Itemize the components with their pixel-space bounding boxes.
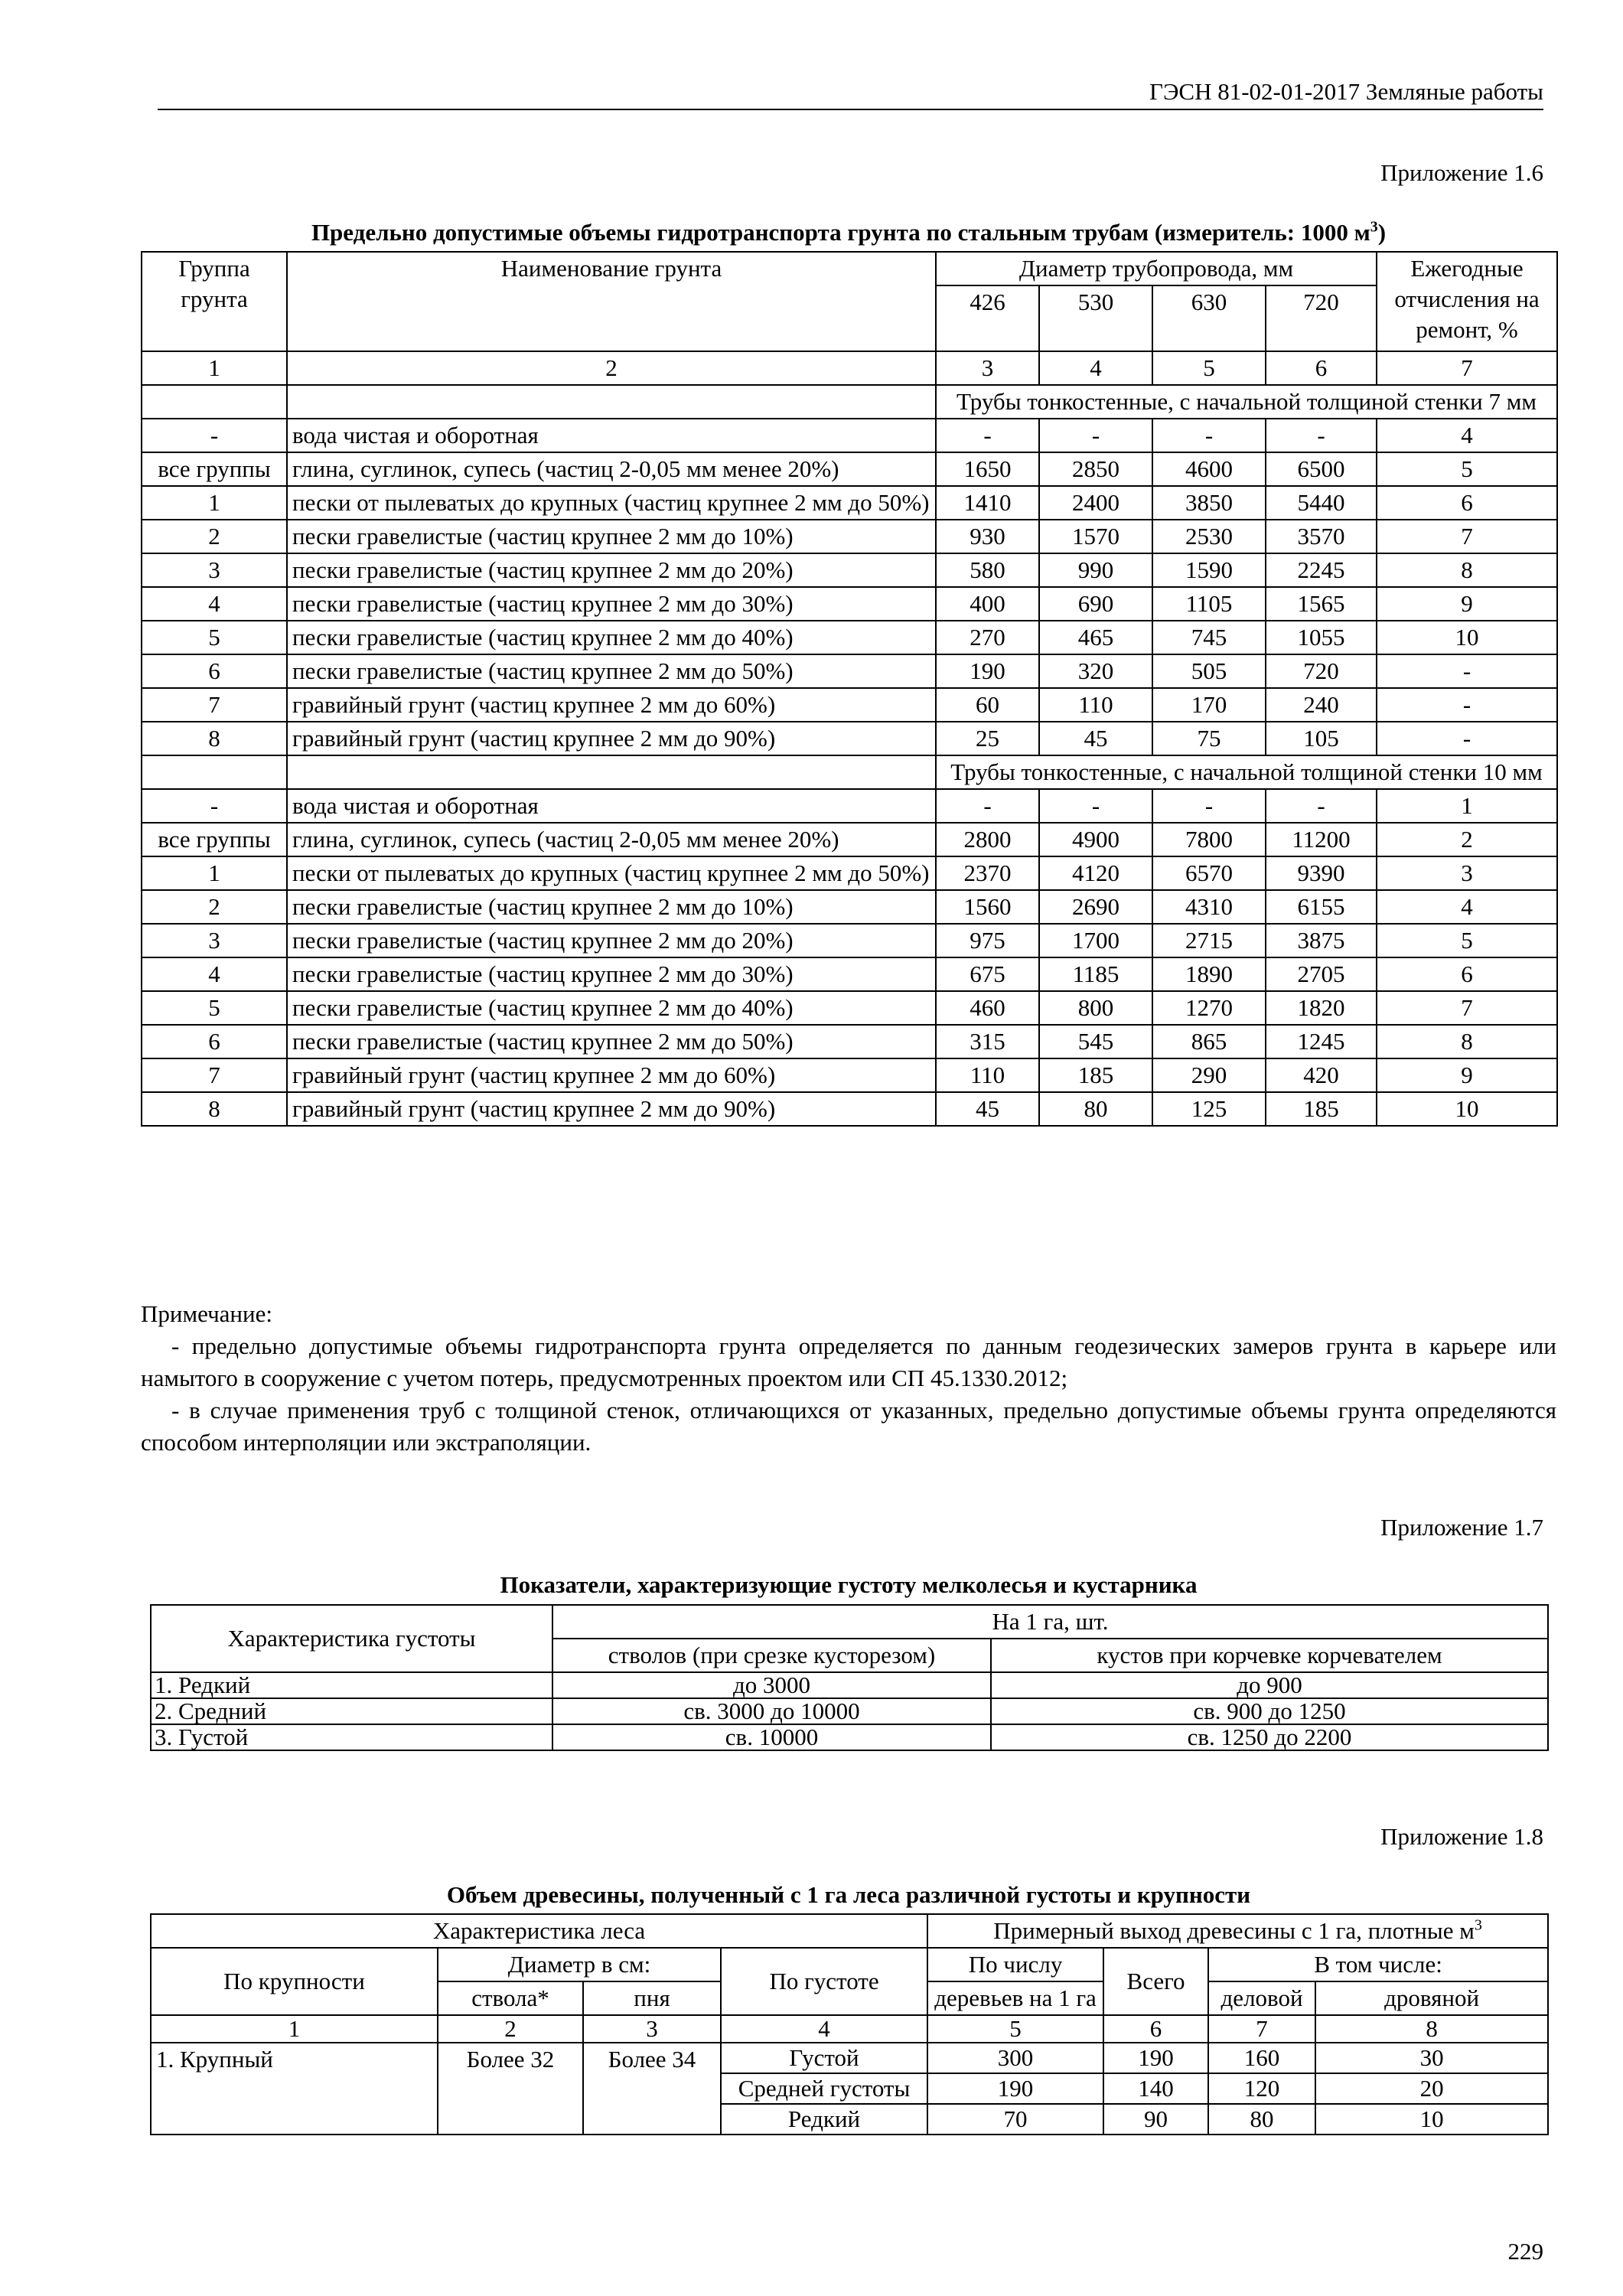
table-cell: 2 [1377,823,1557,856]
page-number: 229 [1507,2238,1543,2265]
table-cell: 1245 [1266,1025,1377,1058]
table-cell: 290 [1152,1058,1266,1092]
table-cell: 3 [1377,856,1557,890]
appendix-1-8-label: Приложение 1.8 [1380,1823,1543,1850]
table-cell: 190 [927,2073,1103,2104]
table-cell: 125 [1152,1092,1266,1126]
table-cell: 7 [1377,520,1557,553]
table-cell: 6 [142,654,287,688]
table-row [151,1698,1548,1724]
table-cell: св. 1250 до 2200 [991,1724,1548,1750]
table-row [142,856,1557,890]
table-cell: 9 [1377,587,1557,621]
appendix-1-7-title: Показатели, характеризующие густоту мелколесья и кустарника [500,1571,1198,1598]
table-cell: 2400 [1039,486,1152,520]
section-blank [287,755,936,789]
table-cell: 6 [1377,957,1557,991]
column-number: 3 [583,2015,721,2043]
table-cell: пески от пылеватых до крупных (частиц крупнее 2 мм до 50%) [287,856,936,890]
table-row [142,991,1557,1025]
table-row [142,553,1557,587]
table-cell: 45 [936,1092,1039,1126]
header-trees-per-ha: деревьев на 1 га [927,1981,1103,2015]
table-cell: 420 [1266,1058,1377,1092]
section-blank [142,755,287,789]
note-item-2: - в случае применения труб с толщиной стенок, отличающихся от указанных, предельно допустимые объемы грунта определяются способом интерполяции или экстраполяции. [141,1397,1556,1456]
table-cell: 3 [142,924,287,957]
table-cell: - [1039,789,1152,823]
table-cell: 930 [936,520,1039,553]
table-cell: 580 [936,553,1039,587]
table-cell: 5440 [1266,486,1377,520]
table-cell: до 3000 [552,1672,991,1698]
table-cell: 2800 [936,823,1039,856]
table-cell: Густой [721,2043,927,2073]
header-group: Группа грунта [142,252,287,351]
table-cell: 3 [142,553,287,587]
header-including: В том числе: [1208,1948,1548,1981]
table-cell: 4120 [1039,856,1152,890]
column-number: 4 [721,2015,927,2043]
size-group: 1. Крупный [151,2043,438,2135]
table-cell: 2530 [1152,520,1266,553]
table-cell: 105 [1266,722,1377,755]
table-cell: 90 [1103,2104,1208,2135]
table-cell: гравийный грунт (частиц крупнее 2 мм до 60%) [287,1058,936,1092]
table-cell: 185 [1039,1058,1152,1092]
table-cell: 2245 [1266,553,1377,587]
table-cell: 80 [1039,1092,1152,1126]
table-cell: гравийный грунт (частиц крупнее 2 мм до 90%) [287,722,936,755]
column-number: 6 [1266,351,1377,385]
header-by-count: По числу [927,1948,1103,1981]
table-cell: вода чистая и оборотная [287,789,936,823]
table-cell: 2 [142,520,287,553]
table-cell: 4600 [1152,452,1266,486]
table-cell: 1105 [1152,587,1266,621]
column-number: 7 [1208,2015,1315,2043]
table-cell: - [142,419,287,452]
table-cell: Средней густоты [721,2073,927,2104]
section-row [142,755,1557,789]
header-by-density: По густоте [721,1948,927,2015]
table-cell: 1 [142,856,287,890]
table-cell: 990 [1039,553,1152,587]
column-number: 8 [1315,2015,1548,2043]
wood-volume-table [150,1913,1549,2135]
table-row [142,688,1557,722]
table-row [151,1724,1548,1750]
section-title: Трубы тонкостенные, с начальной толщиной стенки 10 мм [936,755,1557,789]
note-title: Примечание: [141,1300,272,1327]
table-cell: до 900 [991,1672,1548,1698]
table-cell: - [1152,789,1266,823]
table-cell: 20 [1315,2073,1548,2104]
column-number: 7 [1377,351,1557,385]
table-cell: 10 [1377,621,1557,654]
table-cell: 110 [936,1058,1039,1092]
table-cell: пески гравелистые (частиц крупнее 2 мм до 10%) [287,890,936,924]
header-trunks: стволов (при срезке кусторезом) [552,1639,991,1672]
column-number: 2 [438,2015,583,2043]
table-cell: 8 [142,1092,287,1126]
table-cell: 460 [936,991,1039,1025]
header-total: Всего [1103,1948,1208,2015]
table-cell: 11200 [1266,823,1377,856]
table-row [142,789,1557,823]
table-cell: 1 [142,486,287,520]
table-cell: 6 [1377,486,1557,520]
table-cell: 315 [936,1025,1039,1058]
table-cell: 7 [142,688,287,722]
stump-diameter: Более 34 [583,2043,721,2135]
header-soil-name: Наименование грунта [287,252,936,351]
table-cell: 270 [936,621,1039,654]
table-row [142,1025,1557,1058]
table-row [142,890,1557,924]
table-cell: 1270 [1152,991,1266,1025]
column-number: 1 [142,351,287,385]
table-cell: пески гравелистые (частиц крупнее 2 мм до 30%) [287,587,936,621]
table-cell: 1410 [936,486,1039,520]
header-per-ha: На 1 га, шт. [552,1605,1548,1639]
section-blank [142,385,287,419]
table-cell: 745 [1152,621,1266,654]
table-cell: глина, суглинок, супесь (частиц 2-0,05 мм менее 20%) [287,823,936,856]
header-fuel: дровяной [1315,1981,1548,2015]
density-table [150,1604,1549,1751]
table-cell: 9390 [1266,856,1377,890]
column-number: 3 [936,351,1039,385]
column-number: 1 [151,2015,438,2043]
header-forest-char: Характеристика леса [151,1914,927,1948]
table-row [142,924,1557,957]
table-cell: 400 [936,587,1039,621]
table-cell: 5 [1377,924,1557,957]
table-cell: глина, суглинок, супесь (частиц 2-0,05 мм менее 20%) [287,452,936,486]
table-cell: 3875 [1266,924,1377,957]
table-cell: - [142,789,287,823]
table-cell: 1 [1377,789,1557,823]
table-cell: - [1266,789,1377,823]
section-row [142,385,1557,419]
table-cell: 1700 [1039,924,1152,957]
header-stump: пня [583,1981,721,2015]
table-cell: 4 [142,957,287,991]
table-cell: - [1152,419,1266,452]
column-number: 5 [927,2015,1103,2043]
table-cell: 110 [1039,688,1152,722]
table-cell: - [936,419,1039,452]
table-cell: 9 [1377,1058,1557,1092]
header-rule [158,109,1543,110]
table-cell: св. 10000 [552,1724,991,1750]
table-cell: 5 [142,621,287,654]
header-by-size: По крупности [151,1948,438,2015]
table-cell: 1820 [1266,991,1377,1025]
table-cell: 5 [1377,452,1557,486]
appendix-1-6-label: Приложение 1.6 [1380,159,1543,186]
table-cell: все группы [142,452,287,486]
table-cell: пески гравелистые (частиц крупнее 2 мм до 50%) [287,654,936,688]
table-cell: 1890 [1152,957,1266,991]
appendix-1-6-note [141,1298,1556,1459]
table-cell: св. 900 до 1250 [991,1698,1548,1724]
column-number: 2 [287,351,936,385]
table-row [142,452,1557,486]
table-cell: 1590 [1152,553,1266,587]
table-cell: 6500 [1266,452,1377,486]
table-cell: 1185 [1039,957,1152,991]
header-timber: деловой [1208,1981,1315,2015]
header-d530: 530 [1039,285,1152,351]
table-cell: 2705 [1266,957,1377,991]
table-cell: 4310 [1152,890,1266,924]
section-blank [287,385,936,419]
table-cell: 8 [1377,1025,1557,1058]
table-cell: 505 [1152,654,1266,688]
table-cell: 240 [1266,688,1377,722]
header-diameter-cm: Диаметр в см: [438,1948,721,1981]
header-density-char: Характеристика густоты [151,1605,552,1672]
table-cell: 2850 [1039,452,1152,486]
table-cell: 120 [1208,2073,1315,2104]
table-row [142,486,1557,520]
table-cell: - [1377,654,1557,688]
table-cell: 1. Редкий [151,1672,552,1698]
header-d720: 720 [1266,285,1377,351]
header-bushes: кустов при корчевке корчевателем [991,1639,1548,1672]
table-cell: 160 [1208,2043,1315,2073]
table-cell: - [1266,419,1377,452]
table-cell: 320 [1039,654,1152,688]
table-cell: 1565 [1266,587,1377,621]
table-cell: пески гравелистые (частиц крупнее 2 мм до 20%) [287,553,936,587]
table-cell: 4 [1377,419,1557,452]
table-cell: 5 [142,991,287,1025]
table-cell: 4900 [1039,823,1152,856]
table-cell: 4 [1377,890,1557,924]
table-cell: 2715 [1152,924,1266,957]
appendix-1-7-label: Приложение 1.7 [1380,1514,1543,1541]
table-cell: - [936,789,1039,823]
table-cell: 45 [1039,722,1152,755]
table-cell: 3570 [1266,520,1377,553]
table-cell: 2370 [936,856,1039,890]
note-item-1: - предельно допустимые объемы гидротранспорта грунта определяется по данным геодезических замеров грунта в карьере или намытого в сооружение с учетом потерь, предусмотренных проектом или СП 45.1330.2012; [141,1332,1556,1391]
table-row [142,587,1557,621]
table-cell: 8 [1377,553,1557,587]
table-row [142,520,1557,553]
table-cell: 6570 [1152,856,1266,890]
table-row [151,2043,1548,2073]
table-cell: 7 [1377,991,1557,1025]
table-row [142,957,1557,991]
table-cell: 170 [1152,688,1266,722]
transport-volume-table [141,251,1558,1127]
table-cell: - [1039,419,1152,452]
trunk-diameter: Более 32 [438,2043,583,2135]
table-cell: 545 [1039,1025,1152,1058]
table-cell: 60 [936,688,1039,722]
table-cell: 25 [936,722,1039,755]
table-cell: пески гравелистые (частиц крупнее 2 мм до 10%) [287,520,936,553]
table-cell: 75 [1152,722,1266,755]
table-cell: 720 [1266,654,1377,688]
table-cell: 70 [927,2104,1103,2135]
column-number: 4 [1039,351,1152,385]
table-row [142,823,1557,856]
column-number-row [151,2015,1548,2043]
header-d426: 426 [936,285,1039,351]
table-cell: гравийный грунт (частиц крупнее 2 мм до 90%) [287,1092,936,1126]
table-cell: 865 [1152,1025,1266,1058]
table-cell: пески гравелистые (частиц крупнее 2 мм до 50%) [287,1025,936,1058]
table-cell: 800 [1039,991,1152,1025]
table-cell: 2690 [1039,890,1152,924]
table-cell: пески от пылеватых до крупных (частиц крупнее 2 мм до 50%) [287,486,936,520]
table-cell: 675 [936,957,1039,991]
table-cell: 6155 [1266,890,1377,924]
appendix-1-6-title: Предельно допустимые объемы гидротранспорта грунта по стальным трубам (измеритель: 1000 $м^3$) [311,218,1387,246]
header-annual-repair: Ежегодные отчисления на ремонт, % [1377,252,1557,351]
table-cell: пески гравелистые (частиц крупнее 2 мм до 40%) [287,991,936,1025]
table-cell: 10 [1315,2104,1548,2135]
table-cell: 1055 [1266,621,1377,654]
header-d630: 630 [1152,285,1266,351]
table-row [142,419,1557,452]
section-title: Трубы тонкостенные, с начальной толщиной стенки 7 мм [936,385,1557,419]
column-number: 5 [1152,351,1266,385]
header-trunk: ствола* [438,1981,583,2015]
table-cell: 3. Густой [151,1724,552,1750]
table-cell: все группы [142,823,287,856]
table-cell: 3850 [1152,486,1266,520]
column-number-row [142,351,1557,385]
table-row [142,1092,1557,1126]
table-cell: 300 [927,2043,1103,2073]
table-cell: - [1377,722,1557,755]
table-cell: 185 [1266,1092,1377,1126]
table-cell: 1650 [936,452,1039,486]
table-cell: 2 [142,890,287,924]
table-cell: 465 [1039,621,1152,654]
running-header: ГЭСН 81-02-01-2017 Земляные работы [1149,78,1543,105]
table-cell: 4 [142,587,287,621]
table-cell: 6 [142,1025,287,1058]
table-cell: 7800 [1152,823,1266,856]
table-cell: св. 3000 до 10000 [552,1698,991,1724]
table-cell: вода чистая и оборотная [287,419,936,452]
table-cell: пески гравелистые (частиц крупнее 2 мм до 20%) [287,924,936,957]
table-cell: 30 [1315,2043,1548,2073]
table-row [151,1672,1548,1698]
table-row [142,1058,1557,1092]
table-cell: 2. Средний [151,1698,552,1724]
table-cell: 190 [936,654,1039,688]
appendix-1-8-title: Объем древесины, полученный с 1 га леса различной густоты и крупности [446,1881,1251,1908]
table-cell: 8 [142,722,287,755]
header-yield: Примерный выход древесины с 1 га, плотные $м^3$ [927,1914,1548,1948]
table-cell: 140 [1103,2073,1208,2104]
table-cell: 7 [142,1058,287,1092]
table-cell: пески гравелистые (частиц крупнее 2 мм до 30%) [287,957,936,991]
column-number: 6 [1103,2015,1208,2043]
table-cell: 975 [936,924,1039,957]
table-cell: 190 [1103,2043,1208,2073]
table-cell: 690 [1039,587,1152,621]
table-cell: пески гравелистые (частиц крупнее 2 мм до 40%) [287,621,936,654]
table-row [142,654,1557,688]
table-cell: 10 [1377,1092,1557,1126]
table-row [142,722,1557,755]
table-row [142,621,1557,654]
table-cell: 80 [1208,2104,1315,2135]
table-cell: гравийный грунт (частиц крупнее 2 мм до 60%) [287,688,936,722]
table-cell: 1560 [936,890,1039,924]
table-cell: 1570 [1039,520,1152,553]
table-cell: - [1377,688,1557,722]
header-diameter: Диаметр трубопровода, мм [936,252,1377,285]
table-cell: Редкий [721,2104,927,2135]
